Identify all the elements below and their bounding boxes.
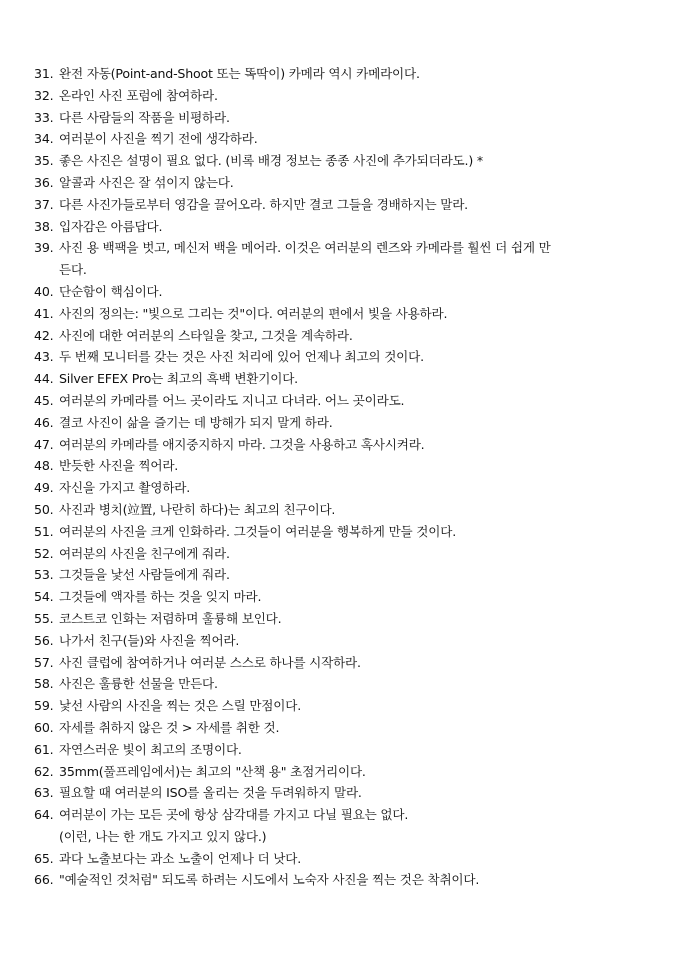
item-number: 59. — [34, 698, 54, 714]
item-number: 40. — [34, 283, 54, 299]
item-text-line: 사진의 정의는: "빛으로 그리는 것"이다. 여러분의 편에서 빛을 사용하라. — [59, 305, 448, 321]
item-text-line: 사진에 대한 여러분의 스타일을 찾고, 그것을 계속하라. — [59, 327, 353, 343]
list-item — [34, 586, 646, 608]
item-number: 45. — [34, 392, 54, 408]
list-item — [34, 695, 646, 717]
item-number: 62. — [34, 763, 54, 779]
list-item — [34, 848, 646, 870]
item-text — [59, 717, 646, 739]
item-text-line: 사진 용 백팩을 벗고, 메신저 백을 메어라. 이것은 여러분의 렌즈와 카메라를 훨씬 더 쉽게 만 — [59, 240, 551, 256]
item-text — [59, 281, 646, 303]
item-text-line: 여러분이 가는 모든 곳에 항상 삼각대를 가지고 다닐 필요는 없다. — [59, 807, 409, 823]
item-text-line: 반듯한 사진을 찍어라. — [59, 458, 179, 474]
item-text — [59, 695, 646, 717]
item-text-line: 사진은 훌륭한 선물을 만든다. — [59, 676, 218, 692]
item-text — [59, 782, 646, 804]
item-text-line: 사진 클럽에 참여하거나 여러분 스스로 하나를 시작하라. — [59, 654, 361, 670]
item-number: 31. — [34, 66, 54, 81]
item-text-line: 그것들을 낯선 사람들에게 줘라. — [59, 567, 230, 583]
item-text-line: Silver EFEX Pro는 최고의 흑백 변환기이다. — [59, 371, 298, 387]
item-text-line: 결코 사진이 삶을 즐기는 데 방해가 되지 말게 하라. — [59, 414, 333, 430]
list-item — [34, 477, 646, 499]
item-text — [59, 434, 646, 456]
item-number: 46. — [34, 414, 54, 430]
item-number: 32. — [34, 87, 54, 103]
item-text-line: 좋은 사진은 설명이 필요 없다. (비록 배경 정보는 종종 사진에 추가되더라도.) * — [59, 153, 483, 169]
item-text-line: 여러분의 사진을 친구에게 줘라. — [59, 545, 230, 561]
item-number: 41. — [34, 305, 54, 321]
item-text — [59, 869, 646, 891]
list-item — [34, 543, 646, 565]
item-text-line: 완전 자동(Point-and-Shoot 또는 똑딱이) 카메라 역시 카메라이다. — [59, 66, 420, 81]
item-number: 65. — [34, 850, 54, 866]
item-text — [59, 673, 646, 695]
item-number: 50. — [34, 501, 54, 517]
item-text — [59, 325, 646, 347]
item-text — [59, 194, 646, 216]
item-text — [59, 586, 646, 608]
item-text-continuation: (이런, 나는 한 개도 가지고 있지 않다.) — [59, 828, 267, 844]
item-number: 35. — [34, 153, 54, 169]
item-text-line: 낯선 사람의 사진을 찍는 것은 스릴 만점이다. — [59, 698, 302, 714]
item-text-line: 필요할 때 여러분의 ISO를 올리는 것을 두려워하지 말라. — [59, 785, 362, 801]
item-text-line: 다른 사람들의 작품을 비평하라. — [59, 109, 230, 125]
list-item — [34, 237, 646, 281]
item-number: 49. — [34, 480, 54, 496]
list-item — [34, 499, 646, 521]
item-number: 63. — [34, 785, 54, 801]
list-item — [34, 150, 646, 172]
item-text-line: 과다 노출보다는 과소 노출이 언제나 더 낫다. — [59, 850, 302, 866]
item-text — [59, 608, 646, 630]
item-text-line: 여러분의 카메라를 애지중지하지 마라. 그것을 사용하고 혹사시켜라. — [59, 436, 425, 452]
item-number: 48. — [34, 458, 54, 474]
item-number: 36. — [34, 174, 54, 190]
item-number: 47. — [34, 436, 54, 452]
item-number: 39. — [34, 240, 54, 256]
tips-list — [34, 63, 646, 891]
list-item — [34, 390, 646, 412]
item-text-line: 자신을 가지고 촬영하라. — [59, 480, 191, 496]
item-text — [59, 390, 646, 412]
list-item — [34, 782, 646, 804]
item-number: 64. — [34, 807, 54, 823]
item-text-line: 그것들에 액자를 하는 것을 잊지 마라. — [59, 589, 262, 605]
item-text — [59, 237, 646, 281]
list-item — [34, 869, 646, 891]
list-item — [34, 325, 646, 347]
item-number: 44. — [34, 371, 54, 387]
item-number: 42. — [34, 327, 54, 343]
item-text — [59, 128, 646, 150]
item-text-line: 단순함이 핵심이다. — [59, 283, 163, 299]
list-item — [34, 761, 646, 783]
item-text-line: 다른 사진가들로부터 영감을 끌어오라. 하지만 결코 그들을 경배하지는 말라. — [59, 196, 468, 212]
item-text-line: 입자감은 아름답다. — [59, 218, 163, 234]
list-item — [34, 673, 646, 695]
list-item — [34, 564, 646, 586]
list-item — [34, 85, 646, 107]
item-text-line: "예술적인 것처럼" 되도록 하려는 시도에서 노숙자 사진을 찍는 것은 착취이다. — [59, 872, 480, 888]
list-item — [34, 368, 646, 390]
item-text-line: 나가서 친구(들)와 사진을 찍어라. — [59, 632, 240, 648]
item-text — [59, 172, 646, 194]
item-number: 55. — [34, 610, 54, 626]
item-text — [59, 630, 646, 652]
item-text-continuation: 든다. — [59, 262, 87, 278]
item-text — [59, 368, 646, 390]
item-text — [59, 499, 646, 521]
list-item — [34, 346, 646, 368]
item-text — [59, 564, 646, 586]
item-number: 33. — [34, 109, 54, 125]
list-item — [34, 521, 646, 543]
item-text-line: 자연스러운 빛이 최고의 조명이다. — [59, 741, 242, 757]
item-text-line: 코스트코 인화는 저렴하며 훌륭해 보인다. — [59, 610, 282, 626]
item-number: 43. — [34, 349, 54, 365]
list-item — [34, 739, 646, 761]
item-number: 53. — [34, 567, 54, 583]
item-text — [59, 652, 646, 674]
item-text — [59, 63, 646, 85]
item-text — [59, 739, 646, 761]
list-item — [34, 216, 646, 238]
list-item — [34, 434, 646, 456]
list-item — [34, 303, 646, 325]
item-text-line: 사진과 병치(竝置, 나란히 하다)는 최고의 친구이다. — [59, 501, 336, 517]
item-number: 61. — [34, 741, 54, 757]
list-item — [34, 630, 646, 652]
list-item — [34, 412, 646, 434]
item-text — [59, 455, 646, 477]
item-number: 60. — [34, 719, 54, 735]
item-number: 37. — [34, 196, 54, 212]
item-number: 54. — [34, 589, 54, 605]
list-item — [34, 63, 646, 85]
item-text-line: 온라인 사진 포럼에 참여하라. — [59, 87, 218, 103]
item-number: 51. — [34, 523, 54, 539]
item-text — [59, 216, 646, 238]
item-text — [59, 543, 646, 565]
item-number: 38. — [34, 218, 54, 234]
item-number: 57. — [34, 654, 54, 670]
item-number: 52. — [34, 545, 54, 561]
item-number: 66. — [34, 872, 54, 888]
list-item — [34, 717, 646, 739]
item-number: 58. — [34, 676, 54, 692]
item-text — [59, 150, 646, 172]
item-text-line: 여러분이 사진을 찍기 전에 생각하라. — [59, 131, 258, 147]
item-text-line: 알콜과 사진은 잘 섞이지 않는다. — [59, 174, 234, 190]
item-text — [59, 346, 646, 368]
list-item — [34, 281, 646, 303]
item-text — [59, 848, 646, 870]
item-text-line: 자세를 취하지 않은 것 > 자세를 취한 것. — [59, 719, 280, 735]
item-text — [59, 521, 646, 543]
item-text — [59, 804, 646, 848]
item-text — [59, 107, 646, 129]
item-text — [59, 477, 646, 499]
list-item — [34, 194, 646, 216]
list-item — [34, 128, 646, 150]
item-text — [59, 761, 646, 783]
list-item — [34, 172, 646, 194]
list-item — [34, 804, 646, 848]
item-text-line: 35mm(풀프레임에서)는 최고의 "산책 용" 초점거리이다. — [59, 763, 366, 779]
list-item — [34, 652, 646, 674]
list-item — [34, 455, 646, 477]
item-text-line: 두 번째 모니터를 갖는 것은 사진 처리에 있어 언제나 최고의 것이다. — [59, 349, 424, 365]
list-item — [34, 608, 646, 630]
item-text — [59, 85, 646, 107]
item-number: 34. — [34, 131, 54, 147]
list-item — [34, 107, 646, 129]
item-number: 56. — [34, 632, 54, 648]
item-text-line: 여러분의 사진을 크게 인화하라. 그것들이 여러분을 행복하게 만들 것이다. — [59, 523, 456, 539]
item-text-line: 여러분의 카메라를 어느 곳이라도 지니고 다녀라. 어느 곳이라도. — [59, 392, 405, 408]
item-text — [59, 412, 646, 434]
item-text — [59, 303, 646, 325]
